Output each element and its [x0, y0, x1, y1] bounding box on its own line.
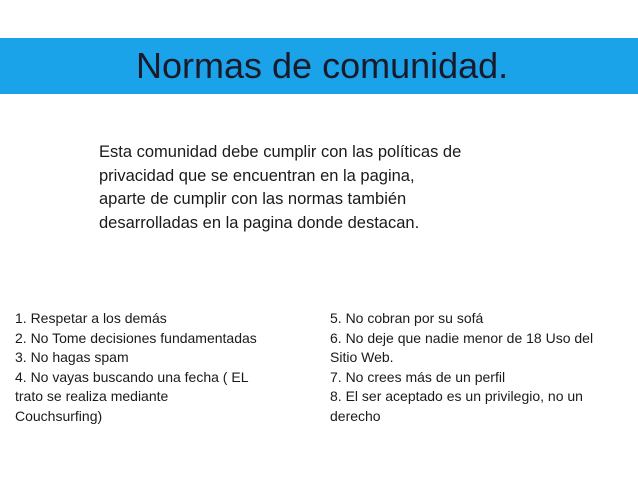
- title-band: [0, 38, 638, 94]
- rule-line: Sitio Web.: [330, 349, 394, 366]
- rule-line: Couchsurfing): [15, 407, 103, 424]
- intro-line: privacidad que se encuentran en la pagina,: [99, 166, 415, 185]
- rule-line: 5. No cobran por su sofá: [330, 310, 484, 326]
- rules-list-left: [15, 309, 305, 427]
- rule-line: derecho: [330, 407, 381, 424]
- rule-line: trato se realiza mediante: [15, 388, 169, 405]
- rule-line: 4. No vayas buscando una fecha ( EL: [15, 368, 249, 385]
- intro-line: aparte de cumplir con las normas también: [99, 190, 407, 208]
- rule-line: 3. No hagas spam: [15, 349, 129, 366]
- intro-line: desarrolladas en la pagina donde destacan.: [99, 213, 420, 232]
- page-title: Normas de comunidad.: [136, 45, 509, 86]
- intro-line: Esta comunidad debe cumplir con las políticas de: [99, 143, 462, 161]
- rule-line: 8. El ser aceptado es un privilegio, no un: [330, 388, 583, 405]
- rules-list-right: [330, 309, 635, 427]
- intro-paragraph: [99, 141, 559, 235]
- rule-line: 6. No deje que nadie menor de 18 Uso del: [330, 329, 594, 346]
- rule-line: 7. No crees más de un perfil: [330, 368, 506, 385]
- rule-line: 2. No Tome decisiones fundamentadas: [15, 329, 257, 346]
- rule-line: 1. Respetar a los demás: [15, 310, 167, 326]
